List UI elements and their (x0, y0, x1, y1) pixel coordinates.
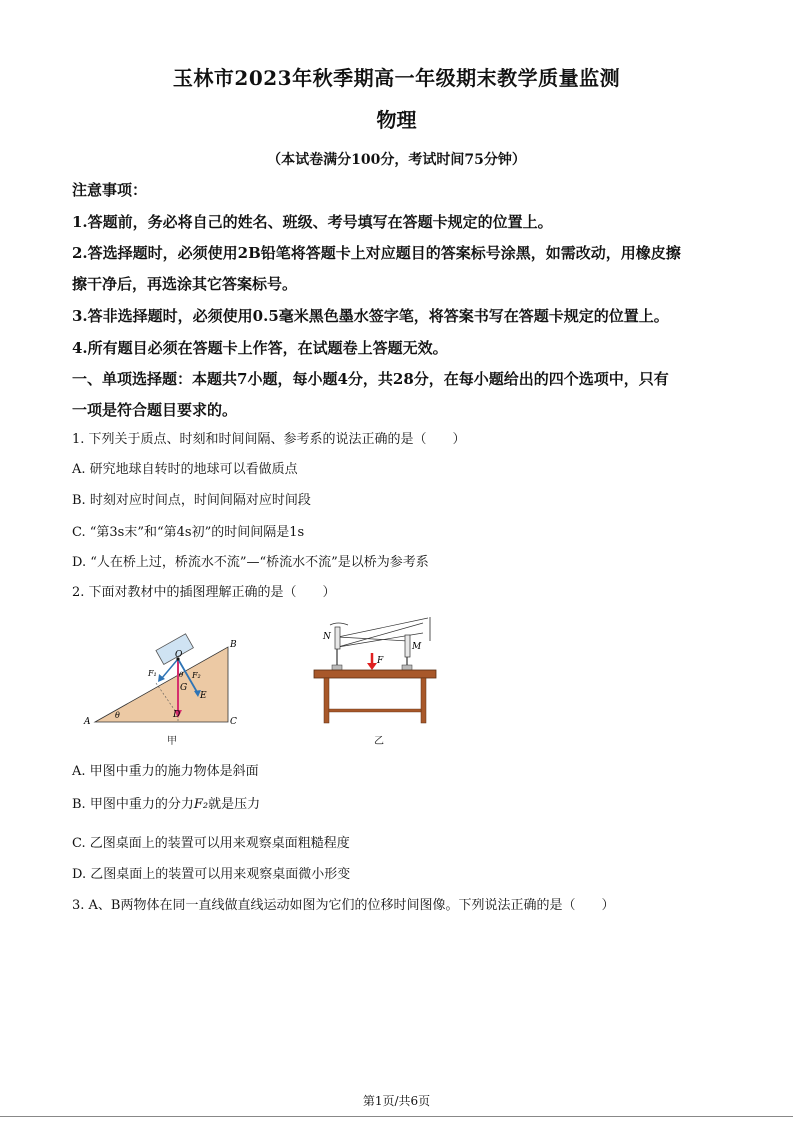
label-a: A (84, 717, 91, 727)
q1-option-b: B. 时刻对应时间点，时间间隔对应时间段 (72, 493, 311, 508)
note-1: 1.答题前，务必将自己的姓名、班级、考号填写在答题卡规定的位置上。 (72, 213, 553, 231)
table-leg-left (324, 678, 329, 723)
q1-option-a: A. 研究地球自转时的地球可以看做质点 (72, 462, 298, 477)
figure-yi-caption: 乙 (374, 736, 384, 747)
section-1-line-1: 一、单项选择题：本题共7小题，每小题4分，共28分，在每小题给出的四个选项中，只有 (72, 370, 669, 388)
q2-option-b (72, 796, 260, 814)
table-rail (329, 709, 421, 712)
figure-jia (80, 630, 250, 745)
q2-stem: 2. 下面对教材中的插图理解正确的是（ ） (72, 585, 336, 600)
section-1-line-2: 一项是符合题目要求的。 (72, 401, 238, 419)
note-3: 3.答非选择题时，必须使用0.5毫米黑色墨水签字笔，将答案书写在答题卡规定的位置上。 (72, 307, 669, 325)
q2-option-d: D. 乙图桌面上的装置可以用来观察桌面微小形变 (72, 867, 351, 882)
mirror-n (335, 627, 340, 649)
label-m: M (412, 642, 422, 652)
figure-jia-caption: 甲 (167, 736, 177, 747)
label-d: D (173, 710, 181, 720)
page-footer: 第1页/共6页 (362, 1094, 431, 1108)
q1-option-d: D. “人在桥上过，桥流水不流”—“桥流水不流”是以桥为参考系 (72, 555, 429, 570)
label-o: O (175, 650, 183, 660)
q2-option-b-symbol: F₂ (193, 797, 209, 812)
label-g: G (180, 683, 188, 693)
label-f: F (377, 656, 384, 666)
arrow-arc (330, 623, 348, 625)
note-2-line-1: 2.答选择题时，必须使用2B铅笔将答题卡上对应题目的答案标号涂黑，如需改动，用橡皮擦 (72, 244, 681, 262)
figure-yi (308, 615, 448, 730)
q3-stem: 3. A、B两物体在同一直线做直线运动如图为它们的位移时间图像。下列说法正确的是（ ） (72, 898, 615, 913)
bottom-rule (0, 1116, 793, 1117)
mirror-n-base (332, 665, 342, 670)
label-b: B (230, 640, 237, 650)
mirror-m-base (402, 665, 412, 670)
table-top (314, 670, 436, 678)
label-c: C (230, 717, 237, 727)
label-theta-base: θ (115, 711, 120, 720)
label-n: N (323, 632, 331, 642)
q2-option-b-suffix: 就是压力 (208, 797, 261, 812)
light-ray-3 (338, 637, 408, 641)
force-f-arrowhead (367, 663, 377, 670)
exam-subject: 物理 (376, 108, 417, 132)
notes-heading: 注意事项： (72, 181, 148, 199)
q1-option-c: C. “第3s末”和“第4s初”的时间间隔是1s (72, 525, 305, 540)
q2-option-a: A. 甲图中重力的施力物体是斜面 (72, 764, 259, 779)
exam-title: 玉林市2023年秋季期高一年级期末教学质量监测 (172, 66, 621, 90)
mirror-m (405, 635, 410, 657)
label-f1: F₁ (148, 669, 157, 678)
q2-option-b-prefix: B. 甲图中重力的分力 (72, 797, 194, 812)
q2-option-c: C. 乙图桌面上的装置可以用来观察桌面粗糙程度 (72, 836, 350, 851)
exam-score-info: （本试卷满分100分，考试时间75分钟） (267, 152, 526, 168)
label-f2: F₂ (192, 671, 201, 680)
q1-stem: 1. 下列关于质点、时刻和时间间隔、参考系的说法正确的是（ ） (72, 432, 466, 447)
table-leg-right (421, 678, 426, 723)
label-theta-block: θ (179, 671, 184, 679)
note-2-line-2: 擦干净后，再选涂其它答案标号。 (72, 275, 298, 293)
label-e: E (200, 691, 207, 701)
note-4: 4.所有题目必须在答题卡上作答，在试题卷上答题无效。 (72, 339, 448, 357)
